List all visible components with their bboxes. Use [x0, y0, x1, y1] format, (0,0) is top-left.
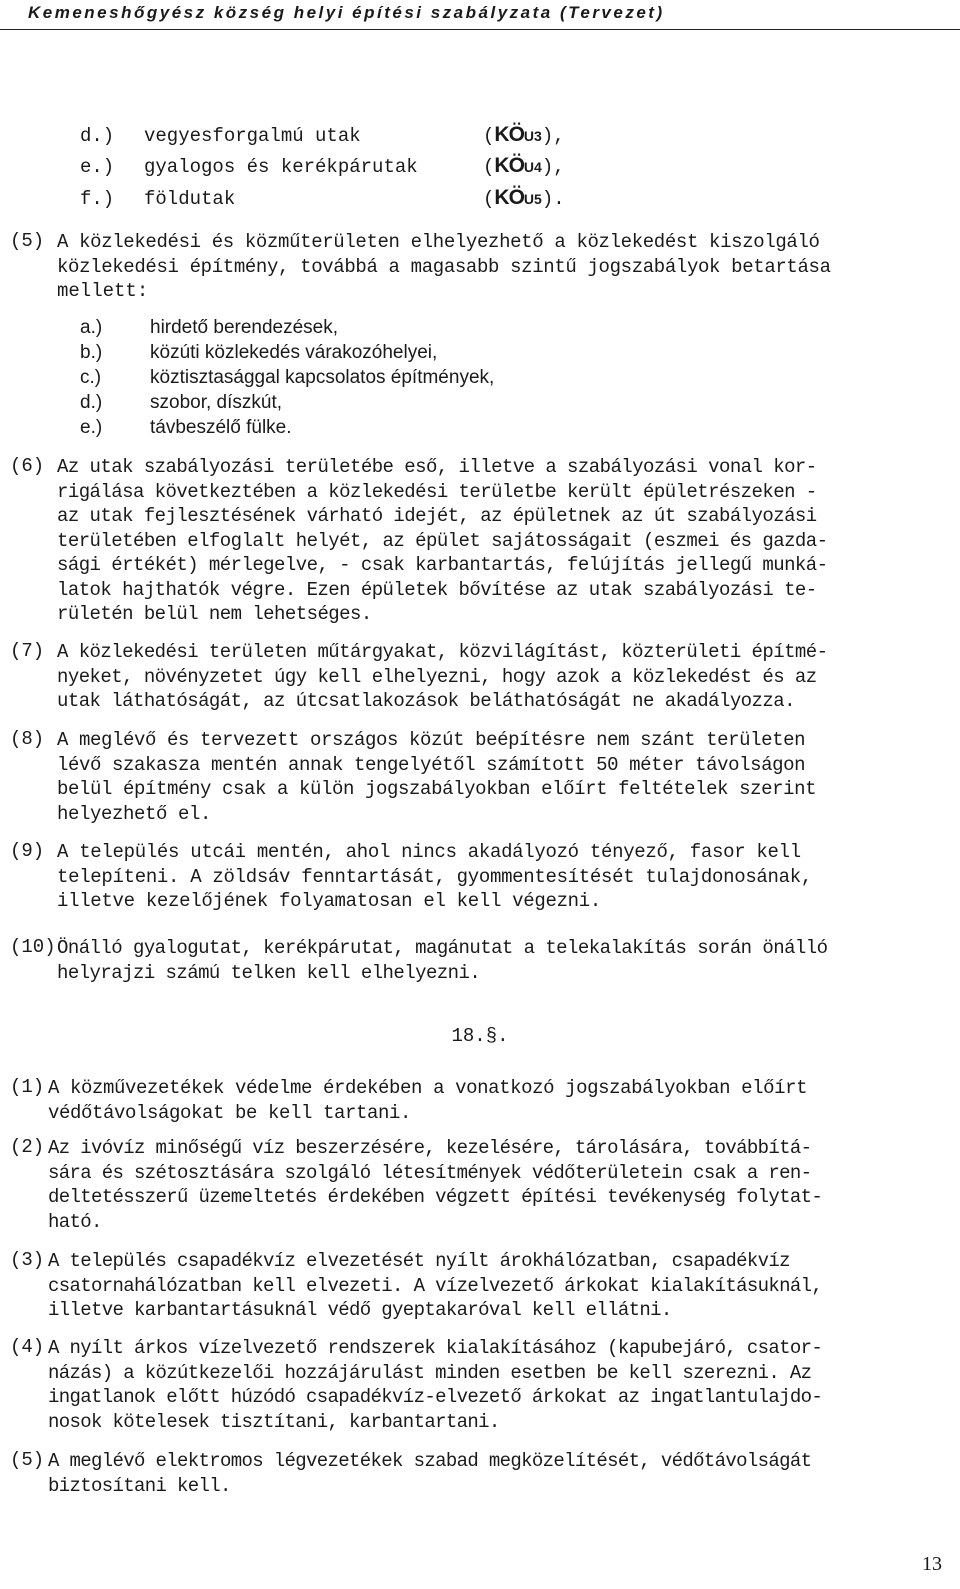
paragraph-number: (1) [10, 1076, 45, 1098]
paragraph-text: A település csapadékvíz elvezetését nyílt árokhálózatban, csapadékvíz csatornahálózatban kell elvezeti. A vízelvezető árkokat kialakításuknál, illetve karbantartásuknál védő gyeptakaróval kell ellátni. [48, 1250, 823, 1321]
list-letter: f.) [80, 188, 115, 210]
paragraph-number: (5) [10, 230, 45, 252]
list-item: a.) hirdető berendezések, [80, 317, 339, 338]
list-letter: d.) [80, 125, 115, 147]
paragraph-number: (7) [10, 640, 45, 662]
list-letter: e.) [80, 156, 115, 178]
paragraph-5 [10, 230, 954, 300]
page-number: 13 [922, 1553, 942, 1575]
paragraph-number: (10) [10, 936, 56, 958]
document-header: Kemeneshőgyész község helyi építési szabályzata (Tervezet) [0, 0, 960, 30]
list-text: földutak [144, 188, 236, 210]
paragraph-number: (4) [10, 1336, 45, 1358]
paragraph-text: A közlekedési és közműterületen elhelyezhető a közlekedést kiszolgáló közlekedési építmény, továbbá a magasabb szintű jogszabályok betartása mellett: [57, 231, 831, 302]
list-text: vegyesforgalmú utak [144, 125, 361, 147]
paragraph-text: A közművezetékek védelme érdekében a vonatkozó jogszabályokban előírt védőtávolságokat be kell tartani. [48, 1077, 808, 1124]
paragraph-text: A meglévő és tervezett országos közút beépítésre nem szánt területen lévő szakasza mentén annak tengelyétől számított 50 méter távolságon belül építmény csak a külön jogszabályokban előírt feltételek szerint helyezhető el. [57, 729, 817, 825]
list-text: gyalogos és kerékpárutak [144, 156, 418, 178]
road-code: (KÖU4), [483, 154, 565, 178]
paragraph-text: Az ivóvíz minőségű víz beszerzésére, kezelésére, tárolására, továbbítá- sára és szétosztására szolgáló létesítmények védőterületein csak a ren- deltetésszerű üzemeltetés érdekében végzett építési tevékenység folytat- ható. [48, 1137, 823, 1233]
list-item [80, 186, 565, 210]
paragraph-text: Az utak szabályozási területébe eső, illetve a szabályozási vonal kor- rigálása következtében a közlekedési területbe került épületrészeken - az utak fejlesztésének várható idejét, az épületnek az út szabályozási területében elfoglalt helyét, az épület sajátosságait (eszmei és gazda- sági értékét) mérlegelve, - csak karbantartás, felújítás jellegű munká- latok hajthatók végre. Ezen épületek bővítése az utak szabályozási te- rületén belül nem lehetséges. [57, 456, 828, 625]
list-item: c.) köztisztasággal kapcsolatos építmények, [80, 367, 495, 388]
section-title: 18.§. [451, 1025, 509, 1047]
paragraph-number: (9) [10, 840, 45, 862]
road-code: (KÖU5). [483, 186, 565, 210]
road-code: (KÖU3), [483, 123, 565, 147]
paragraph-text: A meglévő elektromos légvezetékek szabad megközelítését, védőtávolságát biztosítani kell. [48, 1450, 812, 1497]
paragraph-text: A nyílt árkos vízelvezető rendszerek kialakításához (kapubejáró, csator- názás) a közútkezelői hozzájárulást minden esetben be kell szerezni. Az ingatlanok előtt húzódó csapadékvíz-elvezető árkokat az ingatlantulajdo- nosok kötelesek tisztítani, karbantartani. [48, 1337, 823, 1433]
paragraph-text: A közlekedési területen műtárgyakat, közvilágítást, közterületi építmé- nyeket, növényzetet úgy kell elhelyezni, hogy azok a közlekedést és az utak láthatóságát, az útcsatlakozások beláthatóságát ne akadályozza. [57, 641, 828, 712]
paragraph-text: Önálló gyalogutat, kerékpárutat, magánutat a telekalakítás során önálló helyrajzi számú telken kell elhelyezni. [57, 937, 828, 984]
paragraph-number: (8) [10, 728, 45, 750]
paragraph-text: A település utcái mentén, ahol nincs akadályozó tényező, fasor kell telepíteni. A zöldsáv fenntartását, gyommentesítését tulajdonosának, illetve kezelőjének folyamatosan el kell végezni. [57, 841, 812, 912]
paragraph-number: (2) [10, 1136, 45, 1158]
list-item [80, 123, 565, 147]
paragraph-number: (3) [10, 1249, 45, 1271]
list-item [80, 154, 565, 178]
list-item: e.) távbeszélő fülke. [80, 417, 292, 438]
paragraph-number: (5) [10, 1449, 45, 1471]
list-item: d.) szobor, díszkút, [80, 392, 283, 413]
list-item: b.) közúti közlekedés várakozóhelyei, [80, 342, 438, 363]
paragraph-number: (6) [10, 455, 45, 477]
